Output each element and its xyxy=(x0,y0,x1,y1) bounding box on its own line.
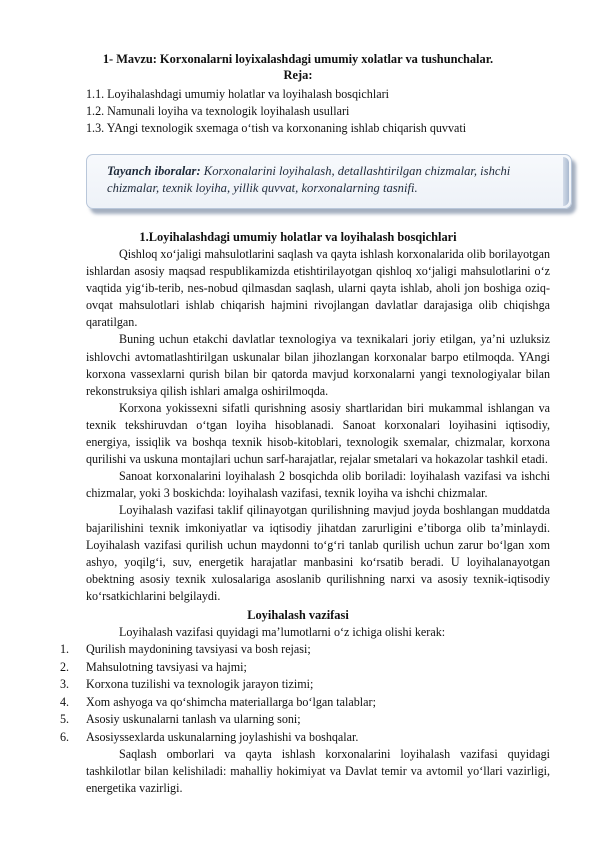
keywords-box xyxy=(86,154,572,209)
paragraph: Korxona yokissexni sifatli qurishning asosiy shartlaridan biri mukammal ishlangan va texnik tekshiruvdan oʻtgan loyiha hisoblanadi. Sanoat korxonalari loyihasini iqtisodiy, energiya, issiqlik va boshqa texnik hisob-kitoblari, texnologik sxemalar, chizmalar, korxona qurilishi va uskuna montajlari uchun sarf-harajatlar, rejalar smetalari va hokazolar tashkil etadi. xyxy=(86,400,550,467)
list-item xyxy=(60,711,550,729)
list-number: 4. xyxy=(60,694,70,709)
paragraph: Loyihalash vazifasi taklif qilinayotgan qurilishning mavjud joyda boshlangan muddatda bajarilishini texnik imkoniyatlar va iqtisodiy jihatdan zarurligini eʼtiborga olib taʼminlaydi. Loyihalash vazifasi qurilish uchun maydonni toʻgʻri tanlab qurilish uchun zarur boʻlgan xom ashyo, yoqilgʻi, suv, energetik harajatlar manbasini koʻrsatib beradi. U loyihalanayotgan obektning asosiy texnik xulosalariga asoslanib qurilishning narxi va asosiy texnik-iqtisodiy koʻrsatkichlarini belgilaydi. xyxy=(86,503,550,603)
paragraph: Sanoat korxonalarini loyihalash 2 bosqichda olib boriladi: loyihalash vazifasi va ishchi chizmalar, yoki 3 boskichda: loyihalash vazifasi, texnik loyiha va ishchi chizmalar. xyxy=(86,469,550,501)
list-item xyxy=(60,694,550,712)
plan-heading: Reja: xyxy=(283,68,313,82)
list-item xyxy=(60,659,550,677)
subsection-heading: Loyihalash vazifasi xyxy=(247,608,349,622)
section-heading: 1.Loyihalashdagi umumiy holatlar va loyihalash bosqichlari xyxy=(139,230,457,244)
keywords-list: Korxonalarini loyihalash, detallashtirilgan chizmalar, ishchi chizmalar, texnik loyiha, yillik quvvat, korxonalarning tasnifi. xyxy=(107,164,511,195)
plan-item: 1.1. Loyihalashdagi umumiy holatlar va loyihalash bosqichlari xyxy=(86,87,389,101)
list-number: 1. xyxy=(60,642,70,656)
paragraph: Saqlash omborlari va qayta ishlash korxonalarini loyihalash vazifasi quyidagi tashkilotlar bilan kelishiladi: mahalliy hokimiyat va Davlat temir va avtomil yoʻllari vazirligi, energetika vazirligi. xyxy=(86,747,550,796)
intro-line xyxy=(86,624,550,641)
list-text: Asosiyssexlarda uskunalarning joylashishi va boshqalar. xyxy=(86,729,359,744)
plan-item: 1.3. YAngi texnologik sxemaga oʻtish va korxonaning ishlab chiqarish quvvati xyxy=(86,121,467,135)
list-text: Mahsulotning tavsiyasi va hajmi; xyxy=(86,659,247,674)
plan-list xyxy=(86,86,546,137)
requirements-list xyxy=(60,641,550,746)
list-number: 3. xyxy=(60,677,70,691)
list-number: 5. xyxy=(60,712,70,726)
list-text: Asosiy uskunalarni tanlash va ularning soni; xyxy=(86,712,301,726)
list-text: Qurilish maydonining tavsiyasi va bosh rejasi; xyxy=(86,642,311,656)
list-number: 2. xyxy=(60,659,70,674)
keywords-text xyxy=(107,163,557,197)
paragraph: Buning uchun etakchi davlatlar texnologiya va texnikalari joriy etilgan, yaʼni uzluksiz ishlovchi avtomatlashtirilgan uskunalar bilan jihozlangan korxonalar barpo etilmoqda. YAngi korxona vassexlarni qurish bilan bir qatorda mavjud korxonalarni yangi texnologiyalar bilan rekonstruksiya qilish ishlari amalga oshirilmoqda. xyxy=(86,332,550,398)
list-item xyxy=(60,641,550,659)
plan-item: 1.2. Namunali loyiha va texnologik loyihalash usullari xyxy=(86,104,350,118)
list-text: Korxona tuzilishi va texnologik jarayon tizimi; xyxy=(86,677,314,691)
closing-paragraph-block xyxy=(86,746,550,797)
paragraph: Loyihalash vazifasi quyidagi maʼlumotlarni oʻz ichiga olishi kerak: xyxy=(119,625,446,639)
section-body xyxy=(86,246,550,605)
list-number: 6. xyxy=(60,729,70,744)
list-item xyxy=(60,729,550,747)
topic-title: 1- Mavzu: Korxonalarni loyixalashdagi umumiy xolatlar va tushunchalar. xyxy=(102,52,494,66)
list-item xyxy=(60,676,550,694)
list-text: Xom ashyoga va qoʻshimcha materiallarga boʻlgan talablar; xyxy=(86,694,376,709)
keywords-label: Tayanch iboralar: xyxy=(107,164,201,178)
paragraph: Qishloq xoʻjaligi mahsulotlarini saqlash va qayta ishlash korxonalarida olib borilayotgan ishlardan asosiy maqsad respublikamizda etishtirilayotgan qishloq xoʻjaligi mahsulotlarini oʻz vaqtida yigʻib-terib, nes-nobud qilmasdan saqlash, ularni qayta ishlab, aholi jon boshiga oziq-ovqat mahsulotlari ishlab chiqarish hajmini rivojlangan davlatlar darajasiga olib chiqishga qaratilgan. xyxy=(86,247,550,330)
